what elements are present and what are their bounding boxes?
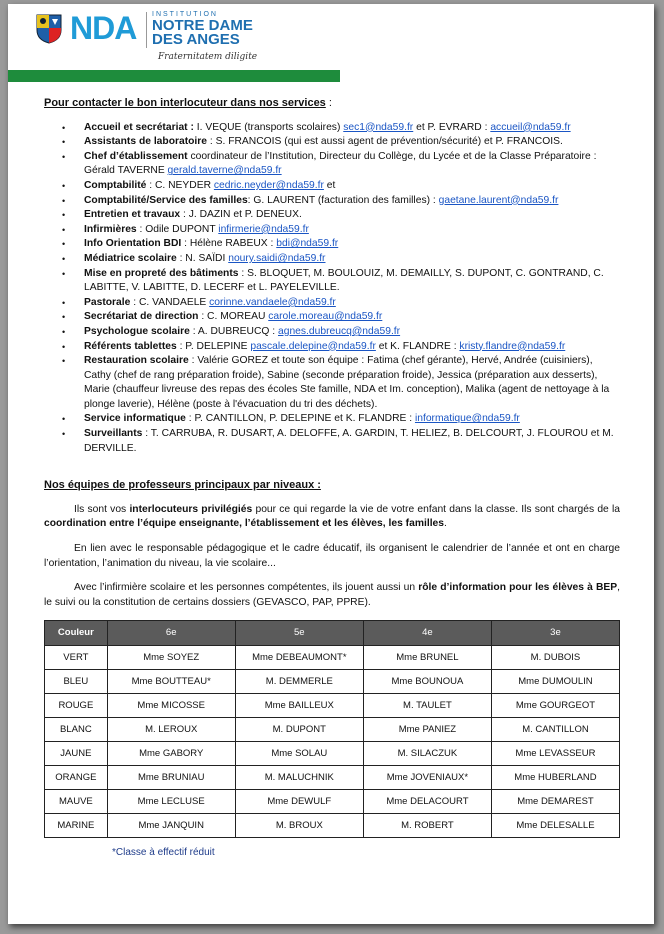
teacher-cell: M. DEMMERLE [235,670,363,694]
color-cell: MAUVE [45,790,108,814]
logo-nda [70,10,136,47]
contact-label: Surveillants [84,428,143,440]
contact-email-link[interactable]: sec1@nda59.fr [343,121,414,133]
table-row [45,742,620,766]
section1-heading [44,96,620,111]
table-row [45,814,620,838]
contact-email-link[interactable]: noury.saidi@nda59.fr [228,252,326,264]
p1-text-a: Ils sont vos [74,503,130,515]
teacher-cell: Mme BAILLEUX [235,694,363,718]
teacher-cell: Mme BOUTTEAU* [107,670,235,694]
contact-item [84,208,620,223]
contact-item [84,252,620,267]
contact-text: : S. BLOQUET, M. BOULOUIZ, M. DEMAILLY, S. DUPONT, C. GONTRAND, C. LABITTE, V. LABITTE, D. LECERF et L. PAYELEVILLE. [84,267,604,294]
logo-short: NDA [70,10,137,46]
contact-email-link[interactable]: bdi@nda59.fr [276,238,339,250]
contact-label: Info Orientation BDI [84,238,182,250]
p3-text-b: , le suivi ou la constitution de certains dossiers (GEVASCO, PAP, PPRE). [44,582,620,608]
teacher-cell: Mme SOYEZ [107,646,235,670]
section1-title-suffix: : [325,97,332,109]
contact-email-link[interactable]: gaetane.laurent@nda59.fr [438,194,559,206]
teacher-cell: M. DUPONT [235,718,363,742]
table-header-cell: 4e [363,621,491,646]
logo-institution: INSTITUTION [152,11,218,18]
teacher-cell: Mme HUBERLAND [491,766,619,790]
logo-separator [146,12,147,48]
logo-name [152,19,253,47]
paragraph-1 [44,503,620,532]
color-cell: BLEU [45,670,108,694]
contact-label: Comptabilité [84,179,147,191]
crest-icon [36,14,62,44]
contact-label: Entretien et travaux [84,209,181,221]
contact-text-2: et [323,179,336,191]
teacher-cell: Mme DEWULF [235,790,363,814]
table-footnote: *Classe à effectif réduit [112,847,215,859]
table-row [45,790,620,814]
teacher-cell: Mme JOVENIAUX* [363,766,491,790]
teacher-cell: Mme BRUNEL [363,646,491,670]
p1-bold-a: interlocuteurs privilégiés [129,503,253,515]
contact-label: Psychologue scolaire [84,325,190,337]
contact-email-link[interactable]: carole.moreau@nda59.fr [268,311,383,323]
document-page [8,4,654,924]
contact-text: : G. LAURENT (facturation des familles) : [247,194,439,206]
contact-item [84,427,620,456]
contact-item [84,412,620,427]
teacher-cell: Mme PANIEZ [363,718,491,742]
p3-bold: rôle d’information pour les élèves à BEP [418,582,618,594]
section2-heading [44,478,620,493]
contact-email-link[interactable]: infirmerie@nda59.fr [218,223,309,235]
teacher-cell: Mme JANQUIN [107,814,235,838]
table-row [45,670,620,694]
contact-text: : T. CARRUBA, R. DUSART, A. DELOFFE, A. GARDIN, T. HELIEZ, B. DELCOURT, J. FLOUROU et M. DERVILLE. [84,428,614,454]
contact-label: Médiatrice scolaire [84,252,177,264]
contact-label: Mise en propreté des bâtiments [84,267,239,279]
contact-text: : C. VANDAELE [130,296,210,308]
document-body [44,96,620,861]
contact-item [84,325,620,340]
contact-item [84,296,620,311]
contact-item [84,340,620,355]
contact-item [84,135,620,150]
contact-text-2: et K. FLANDRE : [375,340,460,352]
teacher-cell: Mme DELACOURT [363,790,491,814]
contact-text: : J. DAZIN et P. DENEUX. [180,209,302,221]
contact-email-link[interactable]: informatique@nda59.fr [414,413,520,425]
contact-label: Chef d’établissement [84,150,188,162]
contact-item [84,354,620,412]
contact-text: : Hélène RABEUX : [181,238,277,250]
p1-text-b: pour ce qui regarde la vie de votre enfant dans la classe. Ils sont chargés de la [252,503,620,515]
contact-label: Accueil et secrétariat : [84,121,194,133]
teacher-cell: Mme GOURGEOT [491,694,619,718]
contact-text: : Valérie GOREZ et toute son équipe : Fatima (chef gérante), Hervé, Andrée (cuisiniers), Cathy (chef de rang préparation froide), Sabine (seconde préparation froide), Jessica (préparation aux desserts), Marie (chauffeur livreuse des repas des écoles Ste famille, NDA et Im. conception), Malika (agent de nettoyage à la plonge laverie), Hélène (poste à l'évacuation du tri des déchets). [84,355,610,410]
contact-label: Comptabilité/Service des familles [84,194,248,206]
contact-email-link[interactable]: agnes.dubreucq@nda59.fr [278,325,401,337]
table-header-cell: 3e [491,621,619,646]
contact-text: : A. DUBREUCQ : [189,325,278,337]
contact-text: : N. SAÏDI [176,252,229,264]
teacher-cell: Mme MICOSSE [107,694,235,718]
teacher-cell: Mme DUMOULIN [491,670,619,694]
contact-email-link[interactable]: cedric.neyder@nda59.fr [213,179,324,191]
table-body [45,646,620,838]
contact-text: : S. FRANCOIS (qui est aussi agent de prévention/sécurité) et P. FRANCOIS. [207,136,563,148]
contact-text: : Odile DUPONT [136,223,219,235]
teacher-cell: M. ROBERT [363,814,491,838]
logo-name-line2: DES ANGES [152,31,240,48]
contact-item [84,267,620,296]
p1-bold-b: coordination entre l’équipe enseignante, l’établissement et les élèves, les familles [44,518,445,530]
teachers-table [44,620,620,838]
teacher-cell: M. BROUX [235,814,363,838]
teacher-cell: Mme GABORY [107,742,235,766]
color-cell: MARINE [45,814,108,838]
contact-email-link[interactable]: corinne.vandaele@nda59.fr [209,296,336,308]
color-cell: BLANC [45,718,108,742]
contact-text-2: et P. EVRARD : [413,121,491,133]
table-row [45,718,620,742]
teacher-cell: M. DUBOIS [491,646,619,670]
paragraph-2: En lien avec le responsable pédagogique et le cadre éducatif, ils organisent le calendrier de l’année et ont en charge l’orientation, l’animation du niveau, la vie scolaire... [44,543,620,569]
contact-text: : C. NEYDER [146,179,214,191]
contact-item [84,310,620,325]
teacher-cell: Mme DEMAREST [491,790,619,814]
teacher-cell: Mme LEVASSEUR [491,742,619,766]
green-header-bar [8,70,340,82]
color-cell: JAUNE [45,742,108,766]
teacher-cell: Mme SOLAU [235,742,363,766]
contact-text: coordinateur de l’Institution, Directeur du Collège, du Lycée et de la Classe Préparatoire : Gérald TAVERNE [84,150,597,177]
p3-text-a: Avec l’infirmière scolaire et les personnes compétentes, ils jouent aussi un [74,582,419,594]
contact-label: Pastorale [84,296,131,308]
paragraph-3 [44,581,620,610]
table-header-row [45,621,620,646]
table-row [45,694,620,718]
section2 [44,478,620,610]
section1-title: Pour contacter le bon interlocuteur dans nos services [44,97,326,109]
contact-email-link[interactable]: gerald.taverne@nda59.fr [167,165,282,177]
teacher-cell: Mme DELESALLE [491,814,619,838]
color-cell: ORANGE [45,766,108,790]
p1-text-c: . [444,518,447,530]
contact-list [44,121,620,457]
color-cell: ROUGE [45,694,108,718]
teacher-cell: Mme BRUNIAU [107,766,235,790]
table-row [45,646,620,670]
contact-text: : C. MOREAU [198,311,269,323]
teacher-cell: M. CANTILLON [491,718,619,742]
teacher-cell: Mme LECLUSE [107,790,235,814]
contact-text: : P. DELEPINE [176,340,251,352]
contact-email-link-2[interactable]: accueil@nda59.fr [490,121,571,133]
contact-label: Infirmières [84,223,137,235]
letterhead [8,4,654,84]
teacher-cell: Mme DEBEAUMONT* [235,646,363,670]
contact-label: Restauration scolaire [84,355,189,367]
teacher-cell: M. MALUCHNIK [235,766,363,790]
teacher-cell: M. SILACZUK [363,742,491,766]
contact-email-link[interactable]: pascale.delepine@nda59.fr [250,340,376,352]
contact-email-link-2[interactable]: kristy.flandre@nda59.fr [459,340,566,352]
contact-item [84,194,620,209]
table-header-cell: Couleur [45,621,108,646]
logo-name-line1: NOTRE DAME [152,17,253,34]
table-header-cell: 5e [235,621,363,646]
motto: Fraternitatem diligite [158,52,258,62]
teacher-cell: M. TAULET [363,694,491,718]
contact-item [84,179,620,194]
contact-label: Référents tablettes [84,340,177,352]
contact-label: Service informatique [84,413,186,425]
contact-text: : P. CANTILLON, P. DELEPINE et K. FLANDRE : [185,413,415,425]
contact-label: Assistants de laboratoire [84,136,208,148]
contact-text: I. VEQUE (transports scolaires) [193,121,344,133]
color-cell: VERT [45,646,108,670]
teacher-cell: Mme BOUNOUA [363,670,491,694]
contact-item [84,121,620,136]
contact-item [84,237,620,252]
contact-item [84,150,620,179]
teacher-cell: M. LEROUX [107,718,235,742]
contact-item [84,223,620,238]
section2-title: Nos équipes de professeurs principaux par niveaux : [44,479,321,492]
table-row [45,766,620,790]
table-header-cell: 6e [107,621,235,646]
contact-label: Secrétariat de direction [84,311,199,323]
